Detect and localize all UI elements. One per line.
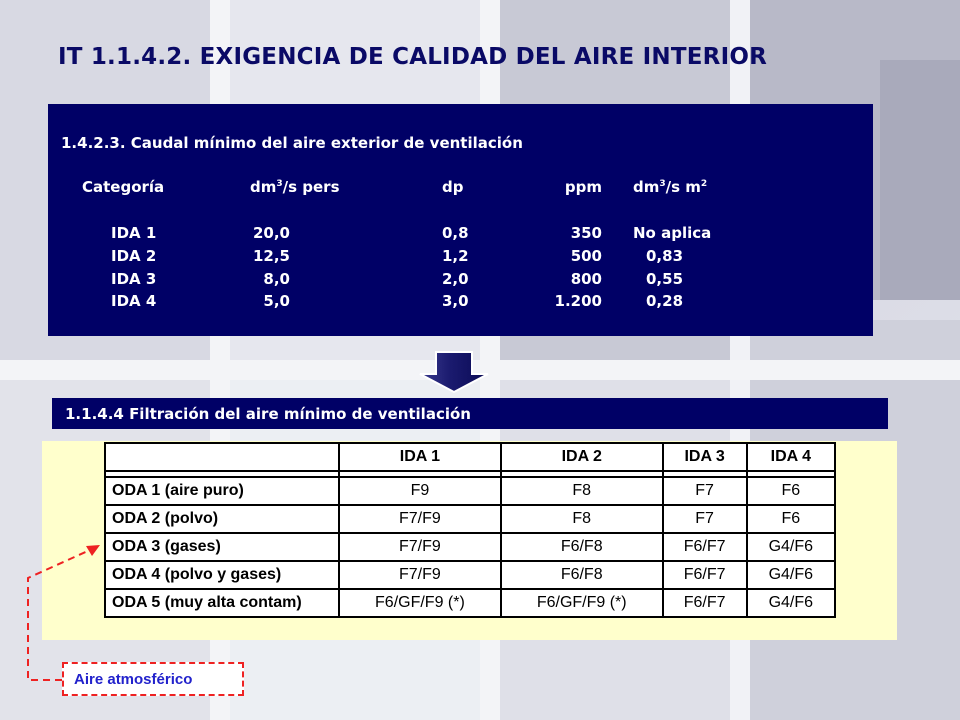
outdoor-air-label — [62, 662, 244, 696]
row-category: IDA 3 — [111, 270, 157, 288]
row-dp: 2,0 — [442, 270, 469, 288]
row-ppm: 500 — [570, 247, 602, 265]
table-cell: G4/F6 — [747, 589, 835, 617]
table-cell: F6/GF/F9 (*) — [501, 589, 663, 617]
row-category: IDA 2 — [111, 247, 157, 265]
row-ppm: 350 — [570, 224, 602, 242]
header-ppm: ppm — [564, 178, 602, 196]
column-header: IDA 3 — [663, 443, 747, 471]
header-flow-per-person: $dm^3/s$ pers — [250, 178, 340, 196]
row-label: ODA 4 (polvo y gases) — [105, 561, 339, 589]
row-ppm: 800 — [570, 270, 602, 288]
table-cell: F6/F8 — [501, 561, 663, 589]
table-cell: F6/F8 — [501, 533, 663, 561]
row-label: ODA 3 (gases) — [105, 533, 339, 561]
table-cell: F9 — [339, 477, 501, 505]
table-cell: F6/F7 — [663, 561, 747, 589]
row-flow-per-area: No aplica — [633, 224, 712, 242]
header-category: Categoría — [82, 178, 165, 196]
page-title: IT 1.1.4.2. EXIGENCIA DE CALIDAD DEL AIRE INTERIOR — [58, 44, 767, 70]
row-flow-per-area: 0,83 — [646, 247, 684, 265]
row-category: IDA 4 — [111, 292, 157, 310]
row-flow-per-person: 20,0 — [252, 224, 290, 242]
table-cell: F7/F9 — [339, 533, 501, 561]
row-flow-per-person: 12,5 — [252, 247, 290, 265]
row-dp: 0,8 — [442, 224, 469, 242]
column-header: IDA 1 — [339, 443, 501, 471]
table-cell: F7/F9 — [339, 505, 501, 533]
row-dp: 1,2 — [442, 247, 469, 265]
row-flow-per-area: 0,55 — [646, 270, 684, 288]
row-label: ODA 5 (muy alta contam) — [105, 589, 339, 617]
table-cell: F7 — [663, 477, 747, 505]
outdoor-air-text: Aire atmosférico — [74, 671, 193, 688]
table-cell: F8 — [501, 477, 663, 505]
table-cell: F6 — [747, 477, 835, 505]
row-label: ODA 2 (polvo) — [105, 505, 339, 533]
row-flow-per-person: 5,0 — [263, 292, 290, 310]
row-ppm: 1.200 — [554, 292, 602, 310]
table-cell: F7 — [663, 505, 747, 533]
table-cell: F8 — [501, 505, 663, 533]
table-cell: F6/F7 — [663, 533, 747, 561]
table-cell: F7/F9 — [339, 561, 501, 589]
row-flow-per-area: 0,28 — [646, 292, 684, 310]
table-cell: G4/F6 — [747, 533, 835, 561]
row-label: ODA 1 (aire puro) — [105, 477, 339, 505]
table-cell: F6/F7 — [663, 589, 747, 617]
column-header: IDA 4 — [747, 443, 835, 471]
ventilation-heading: 1.4.2.3. Caudal mínimo del aire exterior de ventilación — [61, 134, 523, 152]
header-dp: dp — [442, 178, 464, 196]
filtration-heading: 1.1.4.4 Filtración del aire mínimo de ventilación — [65, 405, 471, 423]
row-dp: 3,0 — [442, 292, 469, 310]
table-cell: F6 — [747, 505, 835, 533]
table-cell: G4/F6 — [747, 561, 835, 589]
column-header: IDA 2 — [501, 443, 663, 471]
header-flow-per-area: $dm^3/s$ $m^2$ — [633, 178, 708, 196]
row-flow-per-person: 8,0 — [263, 270, 290, 288]
row-category: IDA 1 — [111, 224, 157, 242]
table-cell: F6/GF/F9 (*) — [339, 589, 501, 617]
